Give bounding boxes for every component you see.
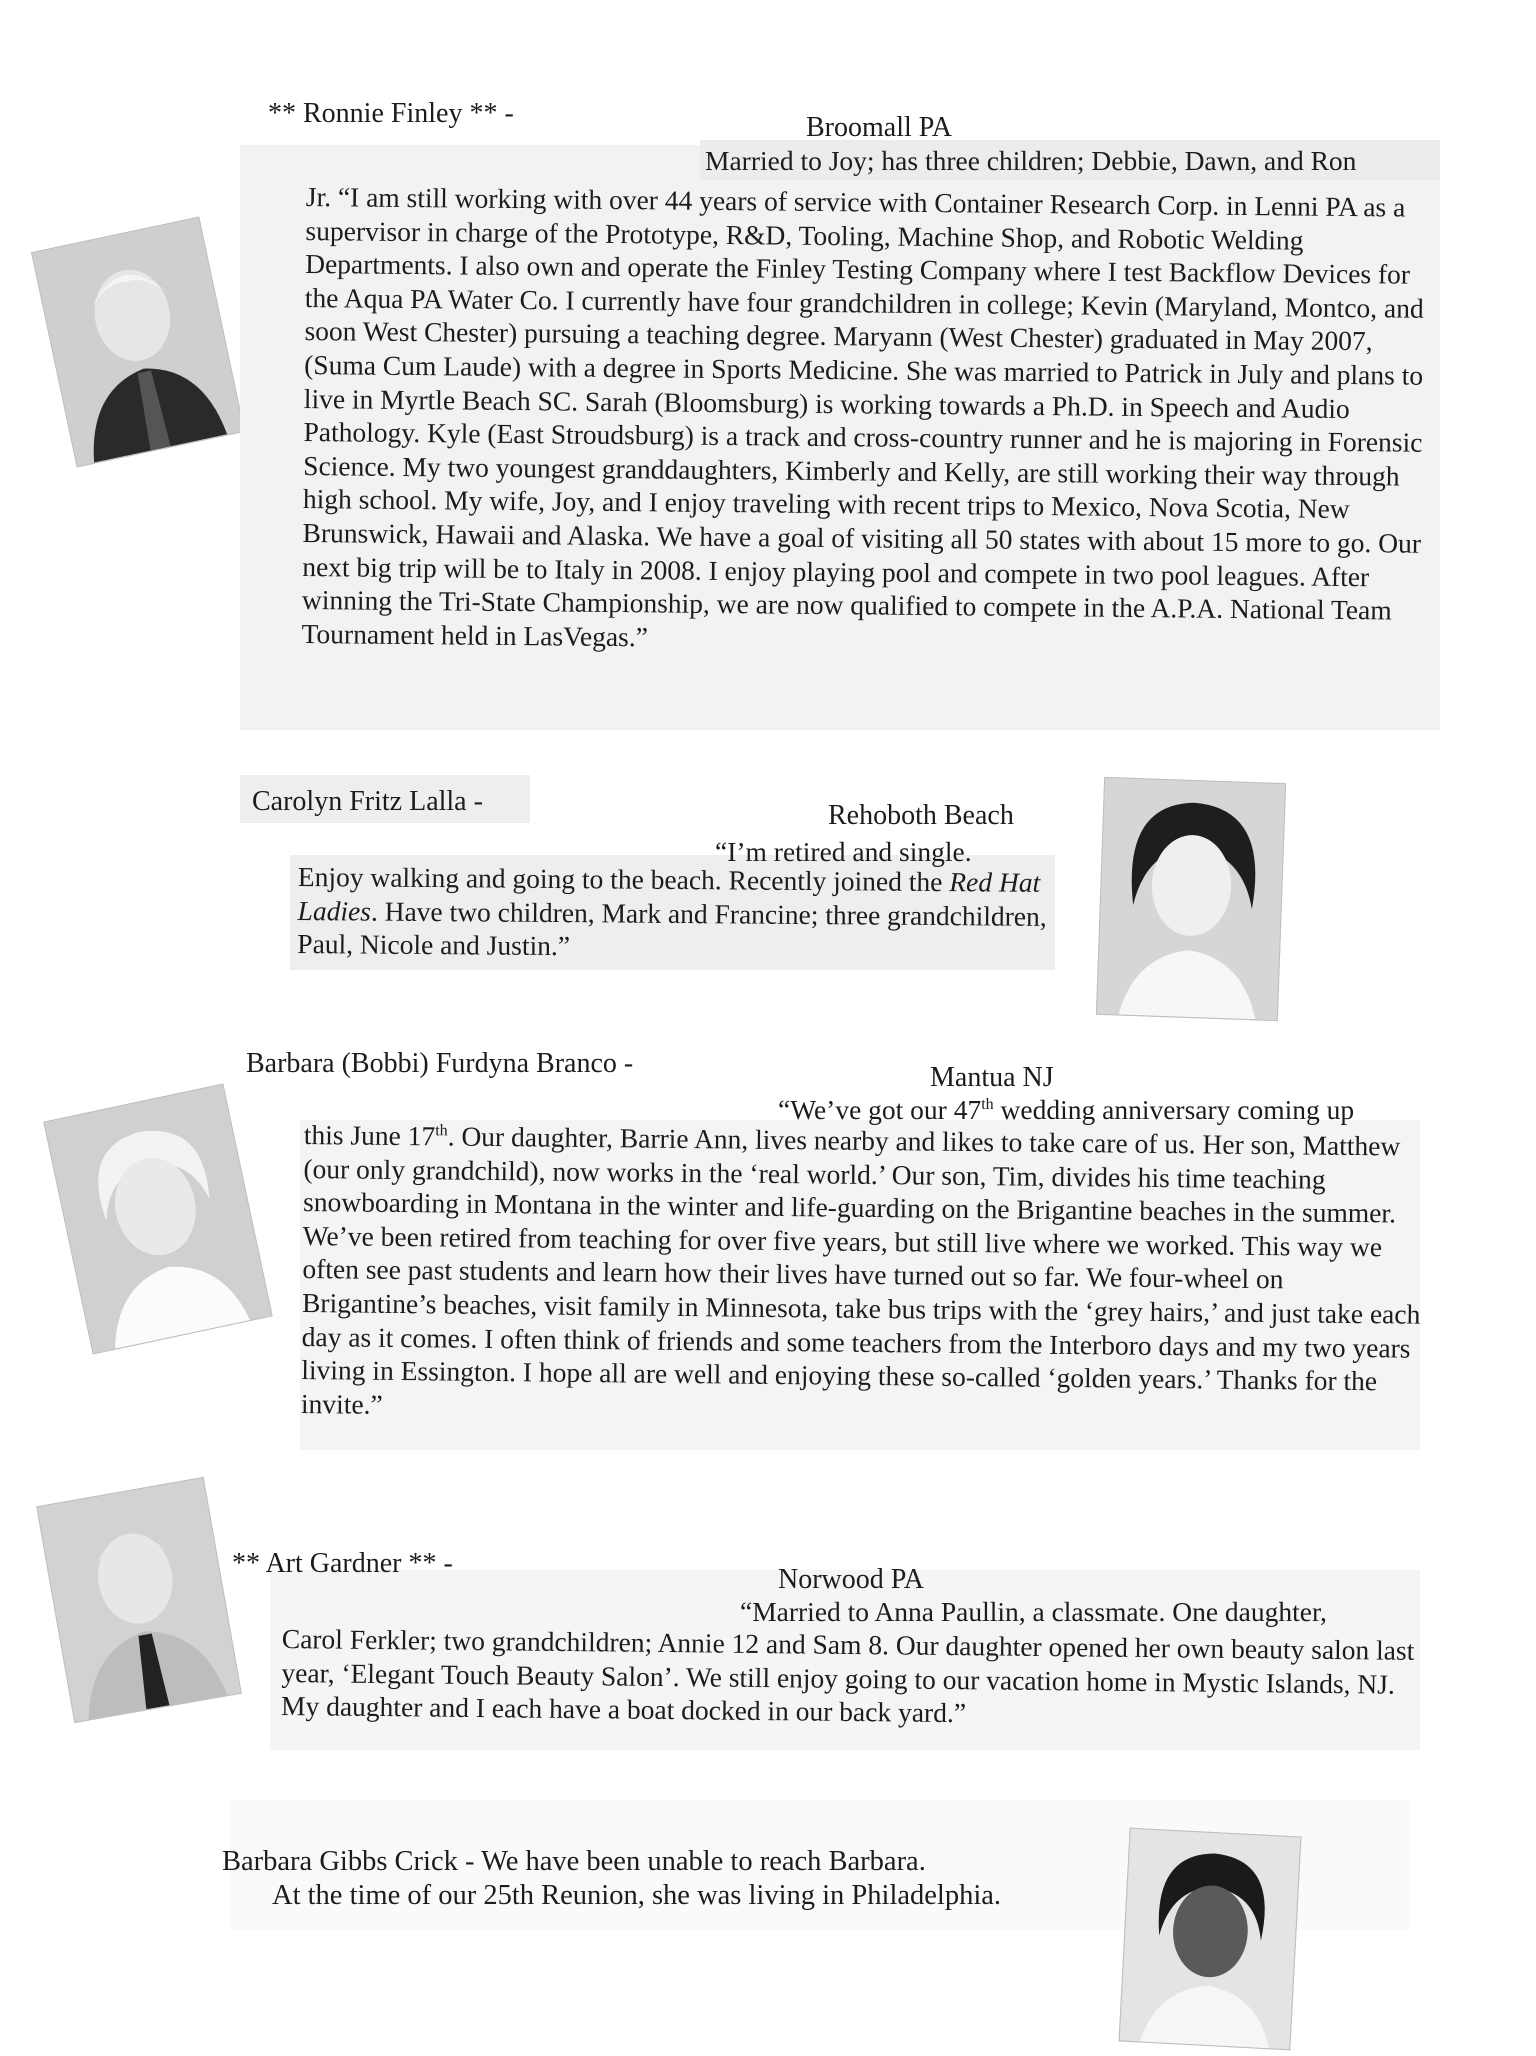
entry-first-line: “Married to Anna Paullin, a classmate. One daughter,: [740, 1596, 1327, 1627]
entry-body: Jr. “I am still working with over 44 years of service with Container Research Corp. in Lenni PA as a supervisor in charge of the Prototype, R&D, Tooling, Machine Shop, and Robotic Welding Departments. I also own and operate the Finley Testing Company where I test Backflow Devices for the Aqua PA Water Co. I currently have four grandchildren in college; Kevin (Maryland, Montco, and soon West Chester) pursuing a teaching degree. Maryann (West Chester) graduated in May 2007, (Suma Cum Laude) with a degree in Sports Medicine. She was married to Patrick in July and plans to live in Myrtle Beach SC. Sarah (Bloomsburg) is working towards a Ph.D. in Speech and Audio Pathology. Kyle (East Stroudsburg) is a track and cross-country runner and he is majoring in Forensic Science. My two youngest granddaughters, Kimberly and Kelly, are still working their way through high school. My wife, Joy, and I enjoy traveling with recent trips to Mexico, Nova Scotia, New Brunswick, Hawaii and Alaska. We have a goal of visiting all 50 states with about 15 more to go. Our next big trip will be to Italy in 2008. I enjoy playing pool and compete in two pool leagues. After winning the Tri-State Championship, we are now qualified to compete in the A.P.A. National Team Tournament held in LasVegas.”: [301, 180, 1424, 653]
entry-name: ** Art Gardner ** -: [232, 1548, 453, 1579]
entry-second-line: At the time of our 25th Reunion, she was living in Philadelphia.: [272, 1880, 1002, 1911]
portrait-icon: [32, 218, 244, 467]
entry-name: ** Ronnie Finley ** -: [268, 98, 514, 129]
body-text-part: Enjoy walking and going to the beach. Recently joined the: [297, 860, 943, 898]
body-italic-text: Red Hat Ladies: [297, 866, 1041, 927]
entry-first-line: [778, 1094, 1354, 1126]
entry-body: Carol Ferkler; two grandchildren; Annie 12 and Sam 8. Our daughter opened her own beauty salon last year, ‘Elegant Touch Beauty Salon’. We still enjoy going to our vacation home in Mystic Islands, NJ. My daughter and I each have a boat docked in our back yard.”: [280, 1623, 1415, 1729]
entry-first-line: Married to Joy; has three children; Debbie, Dawn, and Ron: [705, 145, 1357, 176]
yearbook-photo-carolyn-fritz-lalla: [1096, 777, 1286, 1021]
body-text-part: . Our daughter, Barrie Ann, lives nearby and likes to take care of us. Her son, Matthew (our only grandchild), now works in the ‘real world.’ Our son, Tim, divides his time teaching snowboarding in Montana in the winter and life-guarding on the Brigantine beaches in the summer. We’ve been retired from teaching for over five years, but still live where we worked. This way we often see past students and learn how their lives have turned out so far. We four-wheel on Brigantine’s beaches, visit family in Minnesota, take bus trips with the ‘grey hairs,’ and just take each day as it comes. I often think of friends and some teachers from the Interboro days and my two years living in Essington. I hope all are well and enjoying these so-called ‘golden years.’ Thanks for the invite.”: [300, 1120, 1421, 1420]
entry-body: [297, 860, 1058, 967]
portrait-icon: [44, 1085, 271, 1354]
yearbook-photo-ronnie-finley: [31, 217, 245, 468]
entry-location: Rehoboth Beach: [828, 800, 1014, 831]
entry-body: [301, 1118, 1424, 1432]
entry-name-line: Barbara Gibbs Crick - We have been unable to reach Barbara.: [222, 1846, 926, 1877]
first-line-part: wedding anniversary coming up: [993, 1094, 1355, 1125]
portrait-icon: [1097, 778, 1285, 1020]
superscript: th: [435, 1122, 448, 1140]
yearbook-photo-art-gardner: [36, 1477, 242, 1723]
portrait-icon: [1120, 1829, 1301, 2050]
body-text-part: this June 17: [303, 1119, 436, 1152]
yearbook-photo-barbara-gibbs-crick: [1119, 1828, 1302, 2051]
entry-name: Barbara (Bobbi) Furdyna Branco -: [246, 1048, 634, 1079]
body-text-part: . Have two children, Mark and Francine; three grandchildren, Paul, Nicole and Justin.”: [297, 895, 1047, 962]
portrait-icon: [37, 1478, 240, 1722]
entry-first-line: “I’m retired and single.: [715, 836, 972, 867]
first-line-part: “We’ve got our 47: [778, 1094, 982, 1125]
superscript: th: [981, 1095, 994, 1113]
yearbook-photo-barbara-furdyna-branco: [43, 1083, 272, 1354]
entry-location: Norwood PA: [778, 1564, 924, 1595]
entry-name: Carolyn Fritz Lalla -: [252, 786, 483, 817]
entry-location: Broomall PA: [806, 112, 952, 143]
entry-location: Mantua NJ: [930, 1062, 1054, 1093]
